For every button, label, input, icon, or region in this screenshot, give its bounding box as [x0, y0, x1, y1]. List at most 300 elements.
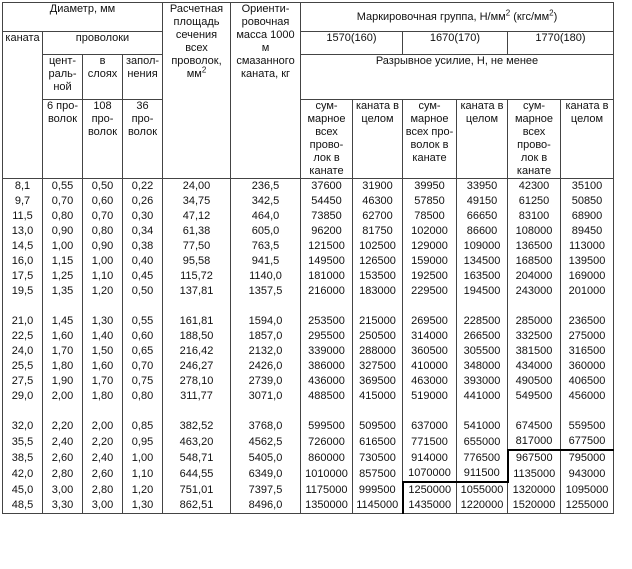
g3-sum-cell: 490500: [508, 374, 561, 389]
central-wire-cell: 2,80: [43, 466, 83, 482]
header-marking-group: Маркировочная группа, $Н/мм^2$ $(кгс/мм^2)$: [301, 3, 614, 32]
g2-sum-cell: 1435000: [403, 498, 457, 514]
mass-cell: 236,5: [231, 179, 301, 195]
mass-cell: 3768,0: [231, 419, 301, 434]
filling-wire-cell: 0,55: [123, 314, 163, 329]
g2-sum-cell: 229500: [403, 284, 457, 299]
g1-sum-cell: 54450: [301, 194, 353, 209]
table-row: [3, 466, 614, 482]
table-row: [3, 254, 614, 269]
area-cell: 751,01: [163, 482, 231, 498]
filling-wire-cell: 0,60: [123, 329, 163, 344]
g3-sum-cell: 243000: [508, 284, 561, 299]
header-in-layers: в слоях: [83, 55, 123, 100]
layer-wire-cell: 0,50: [83, 179, 123, 195]
area-cell: 24,00: [163, 179, 231, 195]
g2-rope-cell: 393000: [457, 374, 508, 389]
central-wire-cell: 1,70: [43, 344, 83, 359]
g1-rope-cell: 250500: [353, 329, 403, 344]
g3-sum-cell: 285000: [508, 314, 561, 329]
table-row: [3, 389, 614, 404]
central-wire-cell: 2,00: [43, 389, 83, 404]
g2-rope-cell: 194500: [457, 284, 508, 299]
central-wire-cell: 1,00: [43, 239, 83, 254]
g1-rope-cell: 102500: [353, 239, 403, 254]
g3-rope-cell: 456000: [561, 389, 614, 404]
central-wire-cell: 1,90: [43, 374, 83, 389]
g3-sum-cell: 61250: [508, 194, 561, 209]
g1-rope-cell: 126500: [353, 254, 403, 269]
layer-wire-cell: 1,70: [83, 374, 123, 389]
header-diameter: Диаметр, мм: [3, 3, 163, 32]
central-wire-cell: 2,60: [43, 450, 83, 466]
g2-rope-cell: 348000: [457, 359, 508, 374]
filling-wire-cell: 0,40: [123, 254, 163, 269]
rope-diameter-cell: 29,0: [3, 389, 43, 404]
header-wires: проволоки: [43, 32, 163, 55]
g3-sum-cell: 136500: [508, 239, 561, 254]
mass-cell: 3071,0: [231, 389, 301, 404]
g3-rope-cell: 1095000: [561, 482, 614, 498]
area-cell: 246,27: [163, 359, 231, 374]
header-group-1: 1570(160): [301, 32, 403, 55]
g1-rope-cell: 81750: [353, 224, 403, 239]
g1-rope-cell: 183000: [353, 284, 403, 299]
central-wire-cell: 0,70: [43, 194, 83, 209]
g1-sum-cell: 599500: [301, 419, 353, 434]
g2-rope-cell: 911500: [457, 466, 508, 482]
g2-sum-cell: 360500: [403, 344, 457, 359]
rope-diameter-cell: 22,5: [3, 329, 43, 344]
g3-sum-cell: 168500: [508, 254, 561, 269]
g2-rope-cell: 776500: [457, 450, 508, 466]
layer-wire-cell: 1,40: [83, 329, 123, 344]
layer-wire-cell: 2,80: [83, 482, 123, 498]
g3-sum-cell: 1520000: [508, 498, 561, 514]
g1-sum-cell: 386000: [301, 359, 353, 374]
central-wire-cell: 1,80: [43, 359, 83, 374]
mass-cell: 8496,0: [231, 498, 301, 514]
layer-wire-cell: 0,60: [83, 194, 123, 209]
filling-wire-cell: 0,65: [123, 344, 163, 359]
g1-sum-cell: 1010000: [301, 466, 353, 482]
mass-cell: 6349,0: [231, 466, 301, 482]
g1-rope-cell: 327500: [353, 359, 403, 374]
rope-diameter-cell: 9,7: [3, 194, 43, 209]
header-mass: Ориенти-ровочная масса 1000 м смазанного каната, кг: [231, 3, 301, 179]
spacer-cell: [561, 404, 614, 419]
g3-rope-cell: 360000: [561, 359, 614, 374]
g1-rope-cell: 31900: [353, 179, 403, 195]
spacer-cell: [231, 404, 301, 419]
g2-rope-cell: 1220000: [457, 498, 508, 514]
g1-rope-cell: 62700: [353, 209, 403, 224]
header-rope-3: каната в целом: [561, 100, 614, 179]
g1-sum-cell: 121500: [301, 239, 353, 254]
table-row: [3, 314, 614, 329]
area-cell: 77,50: [163, 239, 231, 254]
mass-cell: 1357,5: [231, 284, 301, 299]
table-row: [3, 482, 614, 498]
mass-cell: 941,5: [231, 254, 301, 269]
header-filling: запол-нения: [123, 55, 163, 100]
layer-wire-cell: 1,50: [83, 344, 123, 359]
g1-rope-cell: 46300: [353, 194, 403, 209]
layer-wire-cell: 1,10: [83, 269, 123, 284]
g3-rope-cell: 316500: [561, 344, 614, 359]
header-sum-3: сум-марное всех прово-лок в канате: [508, 100, 561, 179]
g3-sum-cell: 204000: [508, 269, 561, 284]
mass-cell: 763,5: [231, 239, 301, 254]
g2-sum-cell: 519000: [403, 389, 457, 404]
spacer-cell: [457, 299, 508, 314]
area-cell: 463,20: [163, 434, 231, 450]
filling-wire-cell: 0,75: [123, 374, 163, 389]
mass-cell: 1140,0: [231, 269, 301, 284]
g1-rope-cell: 369500: [353, 374, 403, 389]
layer-wire-cell: 1,20: [83, 284, 123, 299]
mass-cell: 342,5: [231, 194, 301, 209]
g2-sum-cell: 192500: [403, 269, 457, 284]
g1-rope-cell: 857500: [353, 466, 403, 482]
rope-diameter-cell: 16,0: [3, 254, 43, 269]
g2-rope-cell: 109000: [457, 239, 508, 254]
header-rope-1: каната в целом: [353, 100, 403, 179]
area-cell: 644,55: [163, 466, 231, 482]
central-wire-cell: 2,40: [43, 434, 83, 450]
filling-wire-cell: 0,22: [123, 179, 163, 195]
g1-sum-cell: 436000: [301, 374, 353, 389]
g3-rope-cell: 169000: [561, 269, 614, 284]
area-cell: 548,71: [163, 450, 231, 466]
table-row: [3, 329, 614, 344]
rope-diameter-cell: 48,5: [3, 498, 43, 514]
g2-sum-cell: 1250000: [403, 482, 457, 498]
spacer-cell: [3, 404, 43, 419]
g3-rope-cell: 795000: [561, 450, 614, 466]
g3-rope-cell: 236500: [561, 314, 614, 329]
g3-rope-cell: 1255000: [561, 498, 614, 514]
central-wire-cell: 0,80: [43, 209, 83, 224]
g2-rope-cell: 228500: [457, 314, 508, 329]
g3-sum-cell: 1320000: [508, 482, 561, 498]
g2-rope-cell: 305500: [457, 344, 508, 359]
g3-sum-cell: 1135000: [508, 466, 561, 482]
table-row: [3, 419, 614, 434]
filling-wire-cell: 1,30: [123, 498, 163, 514]
spacer-cell: [83, 404, 123, 419]
table-row: [3, 450, 614, 466]
g3-rope-cell: 275000: [561, 329, 614, 344]
g3-rope-cell: 139500: [561, 254, 614, 269]
filling-wire-cell: 0,80: [123, 389, 163, 404]
table-body: [3, 179, 614, 514]
filling-wire-cell: 0,26: [123, 194, 163, 209]
rope-diameter-cell: 13,0: [3, 224, 43, 239]
spacer-cell: [301, 299, 353, 314]
filling-wire-cell: 1,00: [123, 450, 163, 466]
spacer-cell: [123, 299, 163, 314]
spacer-cell: [457, 404, 508, 419]
spacer-cell: [508, 299, 561, 314]
mass-cell: 5405,0: [231, 450, 301, 466]
filling-wire-cell: 0,38: [123, 239, 163, 254]
mass-cell: 2739,0: [231, 374, 301, 389]
central-wire-cell: 3,30: [43, 498, 83, 514]
g2-sum-cell: 102000: [403, 224, 457, 239]
table-row: [3, 359, 614, 374]
area-cell: 115,72: [163, 269, 231, 284]
area-cell: 95,58: [163, 254, 231, 269]
table-row: [3, 194, 614, 209]
mass-cell: 1594,0: [231, 314, 301, 329]
g2-sum-cell: 1070000: [403, 466, 457, 482]
g3-rope-cell: 68900: [561, 209, 614, 224]
central-wire-cell: 1,25: [43, 269, 83, 284]
g1-rope-cell: 730500: [353, 450, 403, 466]
rope-diameter-cell: 32,0: [3, 419, 43, 434]
rope-diameter-cell: 45,0: [3, 482, 43, 498]
header-sum-1: сум-марное всех прово-лок в канате: [301, 100, 353, 179]
mass-cell: 605,0: [231, 224, 301, 239]
g3-sum-cell: 83100: [508, 209, 561, 224]
layer-wire-cell: 2,20: [83, 434, 123, 450]
rope-diameter-cell: 8,1: [3, 179, 43, 195]
central-wire-cell: 1,45: [43, 314, 83, 329]
spacer-cell: [123, 404, 163, 419]
layer-wire-cell: 1,80: [83, 389, 123, 404]
g2-rope-cell: 441000: [457, 389, 508, 404]
g1-sum-cell: 1350000: [301, 498, 353, 514]
central-wire-cell: 1,35: [43, 284, 83, 299]
rope-diameter-cell: 11,5: [3, 209, 43, 224]
g2-rope-cell: 86600: [457, 224, 508, 239]
g3-sum-cell: 674500: [508, 419, 561, 434]
rope-diameter-cell: 35,5: [3, 434, 43, 450]
rope-diameter-cell: 25,5: [3, 359, 43, 374]
g2-sum-cell: 269500: [403, 314, 457, 329]
spacer-cell: [43, 404, 83, 419]
filling-wire-cell: 0,30: [123, 209, 163, 224]
header-count-layers: 108 про-волок: [83, 100, 123, 179]
table-row: [3, 284, 614, 299]
g1-sum-cell: 1175000: [301, 482, 353, 498]
filling-wire-cell: 0,70: [123, 359, 163, 374]
g2-sum-cell: 129000: [403, 239, 457, 254]
area-cell: 188,50: [163, 329, 231, 344]
g3-sum-cell: 332500: [508, 329, 561, 344]
area-cell: 862,51: [163, 498, 231, 514]
mass-cell: 2132,0: [231, 344, 301, 359]
g1-sum-cell: 860000: [301, 450, 353, 466]
rope-diameter-cell: 27,5: [3, 374, 43, 389]
header-group-3: 1770(180): [508, 32, 614, 55]
g1-sum-cell: 488500: [301, 389, 353, 404]
g2-sum-cell: 410000: [403, 359, 457, 374]
spacer-cell: [43, 299, 83, 314]
g3-sum-cell: 967500: [508, 450, 561, 466]
spacer-cell: [353, 404, 403, 419]
table-row: [3, 344, 614, 359]
g2-sum-cell: 914000: [403, 450, 457, 466]
header-rope: каната: [3, 32, 43, 179]
g3-sum-cell: 434000: [508, 359, 561, 374]
table-row: [3, 239, 614, 254]
area-cell: 161,81: [163, 314, 231, 329]
central-wire-cell: 0,90: [43, 224, 83, 239]
area-cell: 137,81: [163, 284, 231, 299]
layer-wire-cell: 0,80: [83, 224, 123, 239]
g3-rope-cell: 677500: [561, 434, 614, 450]
g1-sum-cell: 295500: [301, 329, 353, 344]
filling-wire-cell: 0,85: [123, 419, 163, 434]
central-wire-cell: 2,20: [43, 419, 83, 434]
g3-rope-cell: 113000: [561, 239, 614, 254]
block-spacer: [3, 299, 614, 314]
g3-sum-cell: 549500: [508, 389, 561, 404]
area-cell: 47,12: [163, 209, 231, 224]
g2-rope-cell: 541000: [457, 419, 508, 434]
header-breaking-force: Разрывное усилие, Н, не менее: [301, 55, 614, 100]
header-area: Расчетная площадь сечения всех проволок, $мм^2$: [163, 3, 231, 179]
g1-sum-cell: 37600: [301, 179, 353, 195]
table-row: [3, 224, 614, 239]
mass-cell: 7397,5: [231, 482, 301, 498]
rope-diameter-cell: 21,0: [3, 314, 43, 329]
spacer-cell: [403, 299, 457, 314]
rope-specification-table: [2, 2, 614, 514]
g2-sum-cell: 463000: [403, 374, 457, 389]
g1-sum-cell: 726000: [301, 434, 353, 450]
g1-rope-cell: 1145000: [353, 498, 403, 514]
g3-sum-cell: 108000: [508, 224, 561, 239]
spacer-cell: [508, 404, 561, 419]
layer-wire-cell: 0,90: [83, 239, 123, 254]
filling-wire-cell: 0,50: [123, 284, 163, 299]
filling-wire-cell: 0,95: [123, 434, 163, 450]
g2-sum-cell: 314000: [403, 329, 457, 344]
g2-rope-cell: 163500: [457, 269, 508, 284]
central-wire-cell: 3,00: [43, 482, 83, 498]
mass-cell: 4562,5: [231, 434, 301, 450]
g2-rope-cell: 33950: [457, 179, 508, 195]
area-cell: 216,42: [163, 344, 231, 359]
table-row: [3, 498, 614, 514]
g1-sum-cell: 96200: [301, 224, 353, 239]
central-wire-cell: 0,55: [43, 179, 83, 195]
g2-rope-cell: 134500: [457, 254, 508, 269]
g2-sum-cell: 159000: [403, 254, 457, 269]
g1-sum-cell: 73850: [301, 209, 353, 224]
g3-rope-cell: 35100: [561, 179, 614, 195]
filling-wire-cell: 0,45: [123, 269, 163, 284]
g3-sum-cell: 817000: [508, 434, 561, 450]
central-wire-cell: 1,15: [43, 254, 83, 269]
header-sum-2: сум-марное всех про-волок в канате: [403, 100, 457, 179]
mass-cell: 464,0: [231, 209, 301, 224]
table-row: [3, 374, 614, 389]
g3-sum-cell: 381500: [508, 344, 561, 359]
filling-wire-cell: 0,34: [123, 224, 163, 239]
rope-diameter-cell: 42,0: [3, 466, 43, 482]
g3-rope-cell: 201000: [561, 284, 614, 299]
layer-wire-cell: 2,60: [83, 466, 123, 482]
g3-rope-cell: 89450: [561, 224, 614, 239]
layer-wire-cell: 1,00: [83, 254, 123, 269]
layer-wire-cell: 3,00: [83, 498, 123, 514]
spacer-cell: [561, 299, 614, 314]
g1-rope-cell: 415000: [353, 389, 403, 404]
g2-sum-cell: 637000: [403, 419, 457, 434]
rope-diameter-cell: 38,5: [3, 450, 43, 466]
layer-wire-cell: 0,70: [83, 209, 123, 224]
g2-sum-cell: 78500: [403, 209, 457, 224]
g3-rope-cell: 943000: [561, 466, 614, 482]
central-wire-cell: 1,60: [43, 329, 83, 344]
area-cell: 61,38: [163, 224, 231, 239]
area-cell: 278,10: [163, 374, 231, 389]
area-cell: 382,52: [163, 419, 231, 434]
g1-rope-cell: 999500: [353, 482, 403, 498]
block-spacer: [3, 404, 614, 419]
g2-rope-cell: 1055000: [457, 482, 508, 498]
layer-wire-cell: 1,30: [83, 314, 123, 329]
header-central: цент-раль-ной: [43, 55, 83, 100]
layer-wire-cell: 2,40: [83, 450, 123, 466]
g3-rope-cell: 559500: [561, 419, 614, 434]
g1-rope-cell: 509500: [353, 419, 403, 434]
g1-sum-cell: 149500: [301, 254, 353, 269]
area-cell: 34,75: [163, 194, 231, 209]
g1-sum-cell: 253500: [301, 314, 353, 329]
spacer-cell: [83, 299, 123, 314]
g2-sum-cell: 57850: [403, 194, 457, 209]
g1-sum-cell: 339000: [301, 344, 353, 359]
mass-cell: 2426,0: [231, 359, 301, 374]
g2-rope-cell: 655000: [457, 434, 508, 450]
g1-rope-cell: 616500: [353, 434, 403, 450]
rope-diameter-cell: 24,0: [3, 344, 43, 359]
rope-diameter-cell: 17,5: [3, 269, 43, 284]
spacer-cell: [403, 404, 457, 419]
layer-wire-cell: 2,00: [83, 419, 123, 434]
spacer-cell: [163, 404, 231, 419]
filling-wire-cell: 1,20: [123, 482, 163, 498]
mass-cell: 1857,0: [231, 329, 301, 344]
g1-rope-cell: 288000: [353, 344, 403, 359]
spacer-cell: [3, 299, 43, 314]
g1-rope-cell: 153500: [353, 269, 403, 284]
g1-rope-cell: 215000: [353, 314, 403, 329]
g3-sum-cell: 42300: [508, 179, 561, 195]
spacer-cell: [231, 299, 301, 314]
g1-sum-cell: 181000: [301, 269, 353, 284]
g2-rope-cell: 49150: [457, 194, 508, 209]
table-row: [3, 179, 614, 195]
spacer-cell: [353, 299, 403, 314]
header-count-central: 6 про-волок: [43, 100, 83, 179]
g2-sum-cell: 771500: [403, 434, 457, 450]
filling-wire-cell: 1,10: [123, 466, 163, 482]
spacer-cell: [301, 404, 353, 419]
table-row: [3, 434, 614, 450]
rope-diameter-cell: 19,5: [3, 284, 43, 299]
table-row: [3, 209, 614, 224]
g3-rope-cell: 50850: [561, 194, 614, 209]
area-cell: 311,77: [163, 389, 231, 404]
g2-sum-cell: 39950: [403, 179, 457, 195]
g2-rope-cell: 66650: [457, 209, 508, 224]
